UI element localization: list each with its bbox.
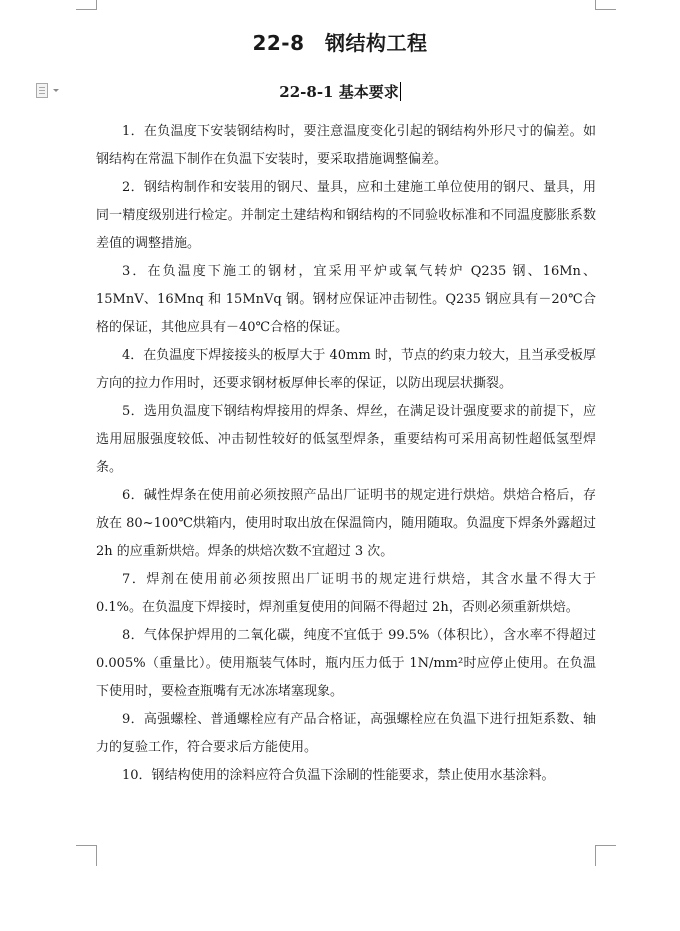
paragraph-6: 6．碱性焊条在使用前必须按照产品出厂证明书的规定进行烘焙。烘焙合格后，存放在 80~100℃烘箱内，使用时取出放在保温筒内，随用随取。负温度下焊条外露超过 2h 的应重新烘焙。焊条的烘焙次数不宜超过 3 次。: [96, 488, 596, 559]
crop-mark-bottom-right: [595, 845, 616, 866]
paragraph-9: 9．高强螺栓、普通螺栓应有产品合格证，高强螺栓应在负温下进行扭矩系数、轴力的复验工作，符合要求后方能使用。: [96, 712, 596, 755]
paragraph-5: 5．选用负温度下钢结构焊接用的焊条、焊丝，在满足设计强度要求的前提下，应选用屈服强度较低、冲击韧性较好的低氢型焊条，重要结构可采用高韧性超低氢型焊条。: [96, 404, 596, 475]
paragraph-10: 10．钢结构使用的涂料应符合负温下涂刷的性能要求，禁止使用水基涂料。: [122, 768, 555, 783]
section-heading[interactable]: [0, 81, 680, 102]
section-heading-text: 22-8-1 基本要求: [279, 83, 399, 101]
document-body[interactable]: [96, 118, 596, 790]
crop-mark-bottom-left: [76, 845, 97, 866]
text-cursor: [400, 82, 401, 101]
paragraph-1: 1．在负温度下安装钢结构时，要注意温度变化引起的钢结构外形尺寸的偏差。如钢结构在常温下制作在负温下安装时，要采取措施调整偏差。: [96, 124, 596, 167]
crop-mark-top-left: [76, 0, 97, 10]
page-title: 22-8 钢结构工程: [252, 31, 428, 55]
paragraph-4: 4．在负温度下焊接接头的板厚大于 40mm 时，节点的约束力较大，且当承受板厚方向的拉力作用时，还要求钢材板厚伸长率的保证，以防出现层状撕裂。: [96, 348, 596, 391]
paragraph-7: 7．焊剂在使用前必须按照出厂证明书的规定进行烘焙，其含水量不得大于 0.1%。在负温度下焊接时，焊剂重复使用的间隔不得超过 2h，否则必须重新烘焙。: [96, 572, 596, 615]
paragraph-3: 3．在负温度下施工的钢材，宜采用平炉或氧气转炉 Q235 钢、16Mn、15MnV、16Mnq 和 15MnVq 钢。钢材应保证冲击韧性。Q235 钢应具有－20℃合格的保证，其他应具有－40℃合格的保证。: [96, 264, 596, 335]
paragraph-8: 8．气体保护焊用的二氧化碳，纯度不宜低于 99.5%（体积比），含水率不得超过 0.005%（重量比）。使用瓶装气体时，瓶内压力低于 1N/mm²时应停止使用。在负温下使用时，要检查瓶嘴有无冰冻堵塞现象。: [96, 628, 596, 699]
crop-mark-top-right: [595, 0, 616, 10]
paragraph-2: 2．钢结构制作和安装用的钢尺、量具，应和土建施工单位使用的钢尺、量具，用同一精度级别进行检定。并制定土建结构和钢结构的不同验收标准和不同温度膨胀系数差值的调整措施。: [96, 180, 596, 251]
